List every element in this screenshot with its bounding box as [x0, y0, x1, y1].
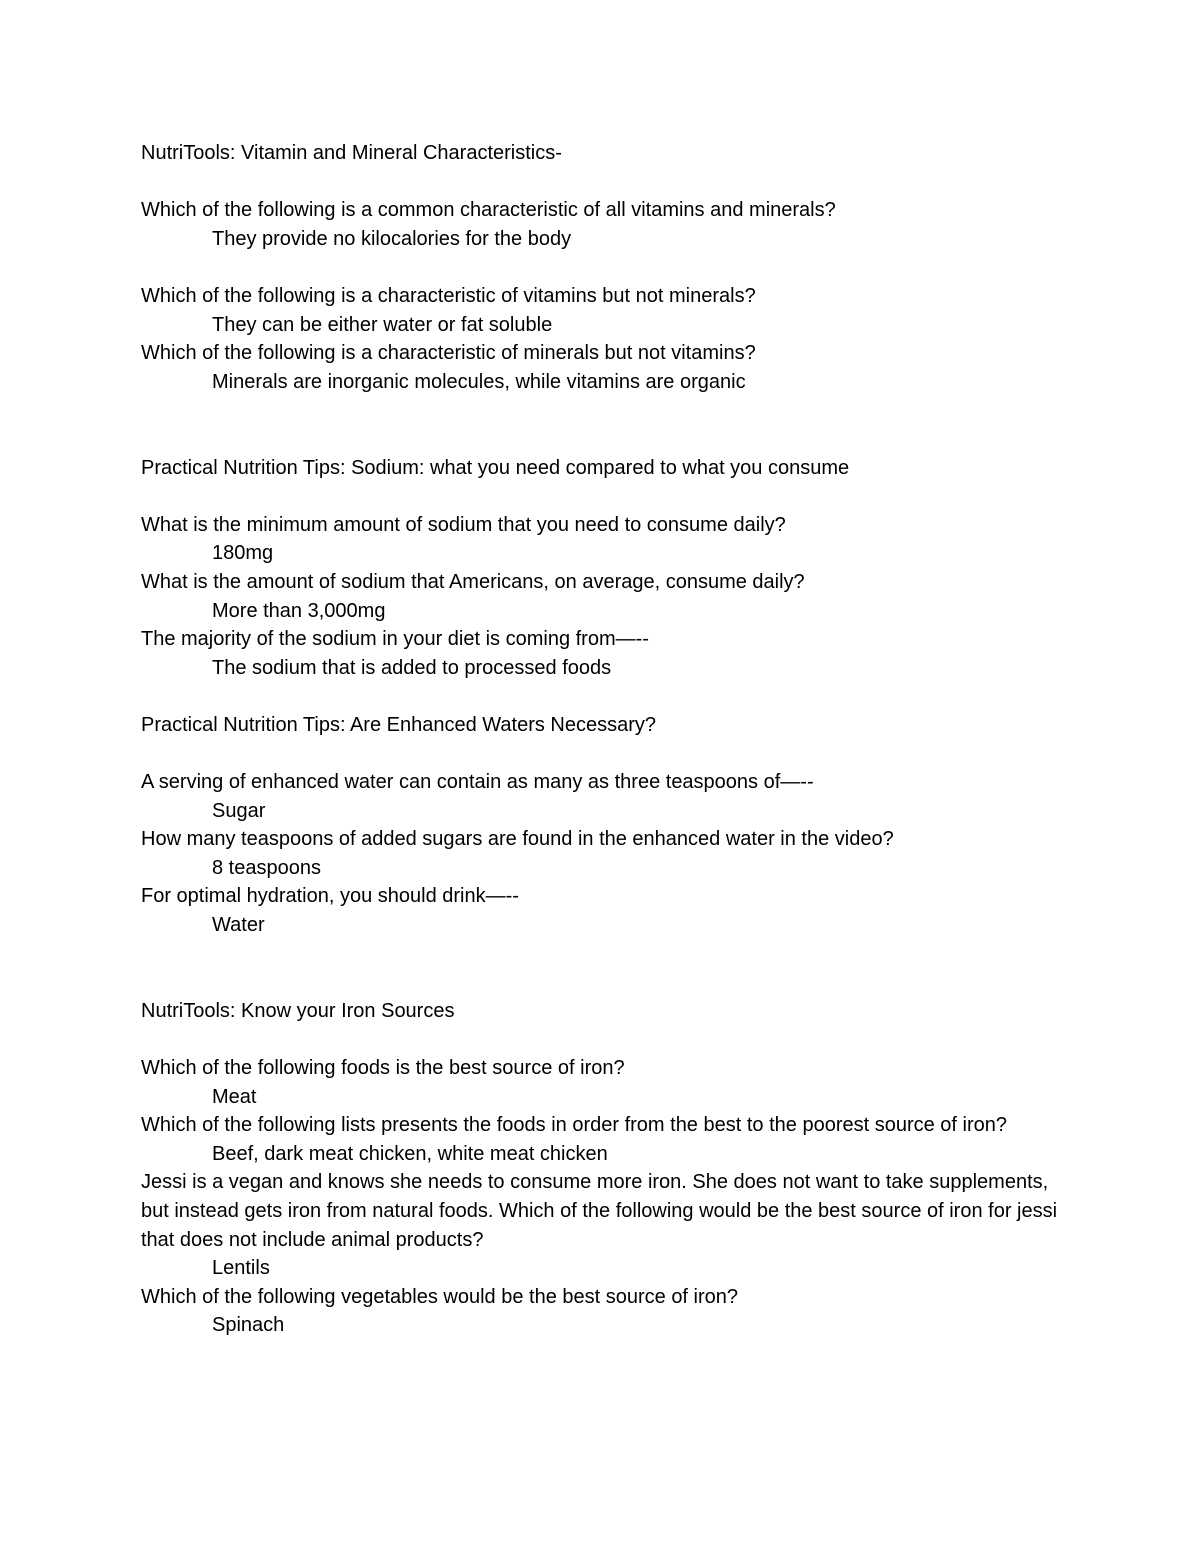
section-heading: Practical Nutrition Tips: Sodium: what you need compared to what you consume: [141, 456, 850, 479]
answer: More than 3,000mg: [212, 599, 386, 622]
question: Which of the following vegetables would be the best source of iron?: [141, 1285, 739, 1308]
question: Which of the following lists presents the foods in order from the best to the poorest source of iron?: [141, 1114, 1008, 1137]
answer: They can be either water or fat soluble: [212, 313, 553, 336]
question: How many teaspoons of added sugars are found in the enhanced water in the video?: [141, 828, 894, 851]
answer: 180mg: [212, 542, 274, 565]
answer: Minerals are inorganic molecules, while vitamins are organic: [212, 370, 746, 393]
question: What is the amount of sodium that Americans, on average, consume daily?: [141, 570, 805, 593]
section-heading: Practical Nutrition Tips: Are Enhanced Waters Necessary?: [141, 713, 657, 736]
question: A serving of enhanced water can contain as many as three teaspoons of—--: [141, 771, 814, 794]
section-enhanced-waters: [141, 711, 1071, 940]
answer: Spinach: [212, 1314, 285, 1337]
answer: Water: [212, 914, 265, 937]
question: Which of the following is a common characteristic of all vitamins and minerals?: [141, 199, 836, 222]
question: For optimal hydration, you should drink—--: [141, 885, 519, 908]
question: The majority of the sodium in your diet is coming from—--: [141, 628, 649, 651]
answer: Sugar: [212, 799, 266, 822]
answer: 8 teaspoons: [212, 856, 321, 879]
question: Which of the following foods is the best source of iron?: [141, 1057, 625, 1079]
section-heading: NutriTools: Vitamin and Mineral Characteristics-: [141, 142, 562, 164]
document-page: [141, 139, 1071, 1340]
answer: Beef, dark meat chicken, white meat chicken: [212, 1142, 608, 1165]
question: Which of the following is a characteristic of minerals but not vitamins?: [141, 342, 756, 365]
answer: They provide no kilocalories for the body: [212, 227, 572, 250]
section-heading: NutriTools: Know your Iron Sources: [141, 999, 455, 1022]
question: Which of the following is a characteristic of vitamins but not minerals?: [141, 284, 756, 307]
answer: The sodium that is added to processed foods: [212, 656, 612, 679]
section-vitamin-mineral: [141, 139, 1071, 396]
answer: Lentils: [212, 1257, 270, 1280]
question: What is the minimum amount of sodium that you need to consume daily?: [141, 513, 786, 536]
answer: Meat: [212, 1085, 257, 1108]
section-sodium: [141, 454, 1071, 683]
section-iron-sources: [141, 997, 1071, 1340]
question: Jessi is a vegan and knows she needs to consume more iron. She does not want to take supplements, but instead gets iron from natural foods. Which of the following would be the best source of iron for jessi that does not include animal products?: [141, 1171, 1063, 1251]
